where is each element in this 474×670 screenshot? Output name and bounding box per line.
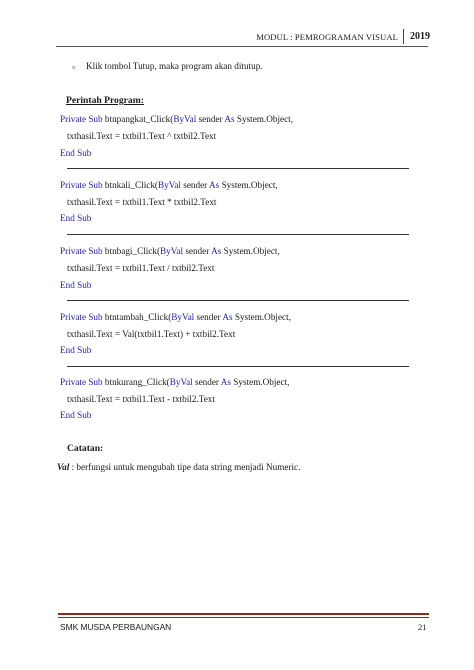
code-text: System.Object, <box>231 377 290 387</box>
code-line-body: txthasil.Text = txtbil1.Text / txtbil2.Text <box>67 263 215 273</box>
keyword: Private Sub <box>60 246 103 256</box>
keyword: ByVal <box>171 312 195 322</box>
code-text: sender <box>183 246 212 256</box>
method-name: btnkali_Click( <box>102 180 158 190</box>
module-title: MODUL : PEMROGRAMAN VISUAL <box>256 32 398 42</box>
code-line-body: txthasil.Text = txtbil1.Text - txtbil2.Text <box>67 394 215 404</box>
code-text: sender <box>180 180 210 190</box>
keyword: As <box>220 377 231 387</box>
keyword: As <box>209 180 220 190</box>
code-text: System.Object, <box>219 180 278 190</box>
method-name: btntambah_Click( <box>102 312 172 322</box>
keyword: Private Sub <box>60 312 103 322</box>
keyword: As <box>224 114 235 124</box>
keyword: ByVal <box>169 377 193 387</box>
code-line-end: End Sub <box>60 410 92 420</box>
code-text: sender <box>192 377 221 387</box>
note-heading: Catatan: <box>67 443 104 454</box>
footer-rule-thick <box>58 613 429 615</box>
module-year: 2019 <box>410 31 430 42</box>
code-text: sender <box>194 312 223 322</box>
section-heading: Perintah Program: <box>66 95 144 106</box>
method-name: btnbagi_Click( <box>102 246 161 256</box>
code-line-body: txthasil.Text = txtbil1.Text ^ txtbil2.Text <box>67 131 217 141</box>
keyword: Private Sub <box>60 377 103 387</box>
footer-rule-thin <box>58 617 429 618</box>
keyword: As <box>222 312 233 322</box>
code-line-body: txthasil.Text = Val(txtbil1.Text) + txtbil2.Text <box>67 329 236 339</box>
code-line-body: txthasil.Text = txtbil1.Text * txtbil2.Text <box>67 197 217 207</box>
code-line-end: End Sub <box>60 345 92 355</box>
intro-text: Klik tombol Tutup, maka program akan ditutup. <box>86 61 263 71</box>
divider-rule <box>67 366 409 367</box>
code-text: System.Object, <box>234 114 294 124</box>
code-line-end: End Sub <box>60 280 92 290</box>
code-line-signature <box>60 377 289 387</box>
school-name: SMK MUSDA PERBAUNGAN <box>60 622 172 632</box>
note-description: : berfungsi untuk mengubah tipe data string menjadi Numeric. <box>69 462 301 472</box>
code-line-signature <box>60 312 291 322</box>
keyword: Private Sub <box>60 180 103 190</box>
code-line-signature <box>60 114 293 124</box>
code-text: sender <box>196 114 225 124</box>
bullet-icon: ▫ <box>72 62 76 72</box>
header-separator <box>403 29 404 44</box>
note-keyword: Val <box>57 462 70 472</box>
keyword: Private Sub <box>60 114 103 124</box>
code-line-signature <box>60 246 280 256</box>
note-text <box>57 462 300 472</box>
code-text: System.Object, <box>232 312 291 322</box>
header-rule <box>56 46 428 47</box>
keyword: As <box>211 246 222 256</box>
code-line-signature <box>60 180 278 190</box>
code-line-end: End Sub <box>60 148 92 158</box>
divider-rule <box>67 168 409 169</box>
keyword: ByVal <box>158 180 181 190</box>
keyword: ByVal <box>160 246 184 256</box>
divider-rule <box>67 300 409 301</box>
code-text: System.Object, <box>221 246 280 256</box>
method-name: btnpangkat_Click( <box>102 114 174 124</box>
code-line-end: End Sub <box>60 213 92 223</box>
method-name: btnkurang_Click( <box>102 377 170 387</box>
keyword: ByVal <box>173 114 197 124</box>
divider-rule <box>67 234 409 235</box>
page-number: 21 <box>418 622 427 632</box>
